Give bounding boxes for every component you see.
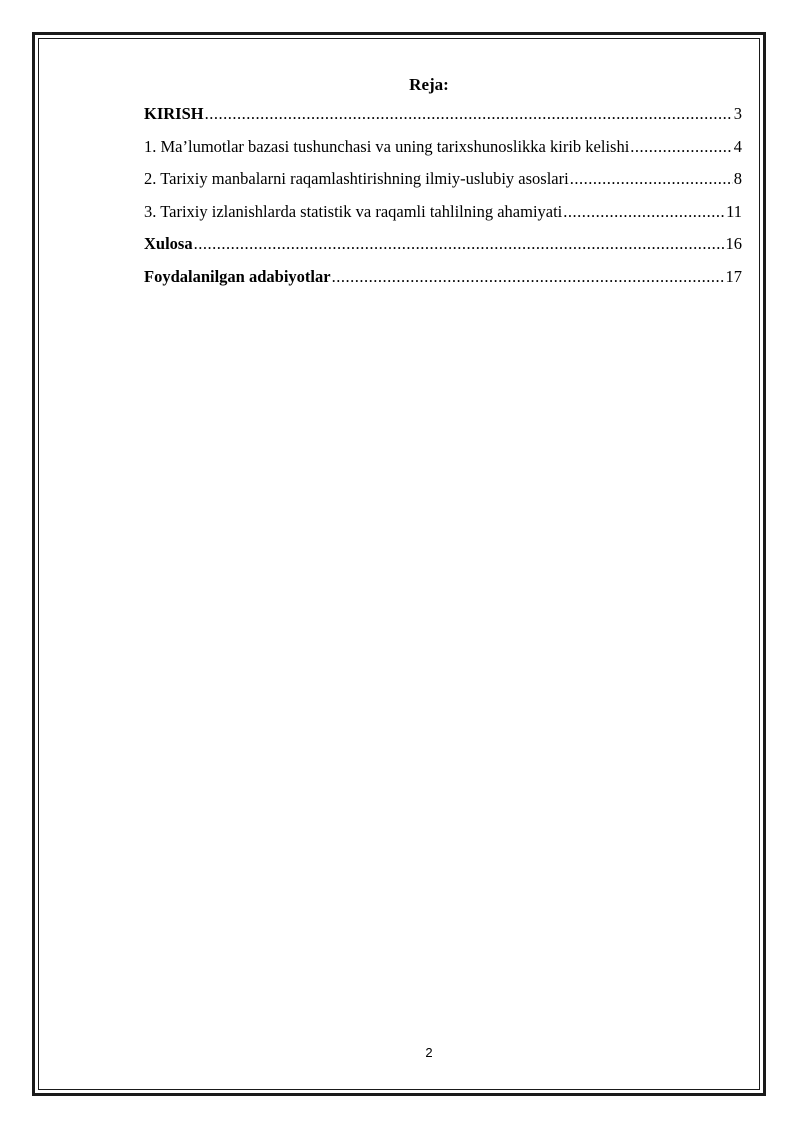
toc-entry-section-1 bbox=[144, 131, 742, 164]
toc-entry-section-3 bbox=[144, 196, 742, 229]
toc-entry-kirish bbox=[144, 98, 742, 131]
toc-dot-leader bbox=[194, 228, 725, 261]
toc-entry-page: 3 bbox=[733, 104, 742, 123]
toc-entry-label: 2. Tarixiy manbalarni raqamlashtirishning ilmiy-uslubiy asoslari bbox=[144, 169, 569, 188]
toc-entry-xulosa bbox=[144, 228, 742, 261]
toc-entry-label: Xulosa bbox=[144, 234, 193, 253]
toc-entry-page: 8 bbox=[733, 169, 742, 188]
toc-entry-label: Foydalanilgan adabiyotlar bbox=[144, 266, 331, 286]
toc-dot-leader bbox=[332, 261, 725, 294]
toc-entry-adabiyotlar bbox=[144, 261, 742, 294]
toc-entry-label: 1. Ma’lumotlar bazasi tushunchasi va uning tarixshunoslikka kirib kelishi bbox=[144, 136, 630, 156]
toc-entry-label: 3. Tarixiy izlanishlarda statistik va raqamli tahlilning ahamiyati bbox=[144, 201, 563, 221]
toc-entry-page: 16 bbox=[725, 234, 742, 253]
toc-entry-section-2 bbox=[144, 163, 742, 196]
toc-dot-leader bbox=[630, 131, 732, 164]
toc-dot-leader bbox=[570, 163, 733, 196]
toc-entry-page: 17 bbox=[725, 266, 742, 286]
toc-entry-label: KIRISH bbox=[144, 104, 204, 123]
toc-entry-page: 4 bbox=[733, 136, 742, 156]
toc-dot-leader bbox=[205, 98, 733, 131]
toc-title: Reja: bbox=[409, 75, 449, 94]
toc-dot-leader bbox=[563, 196, 725, 229]
toc-entry-page: 11 bbox=[726, 201, 742, 221]
table-of-contents bbox=[144, 98, 742, 293]
page-number: 2 bbox=[425, 1045, 433, 1060]
